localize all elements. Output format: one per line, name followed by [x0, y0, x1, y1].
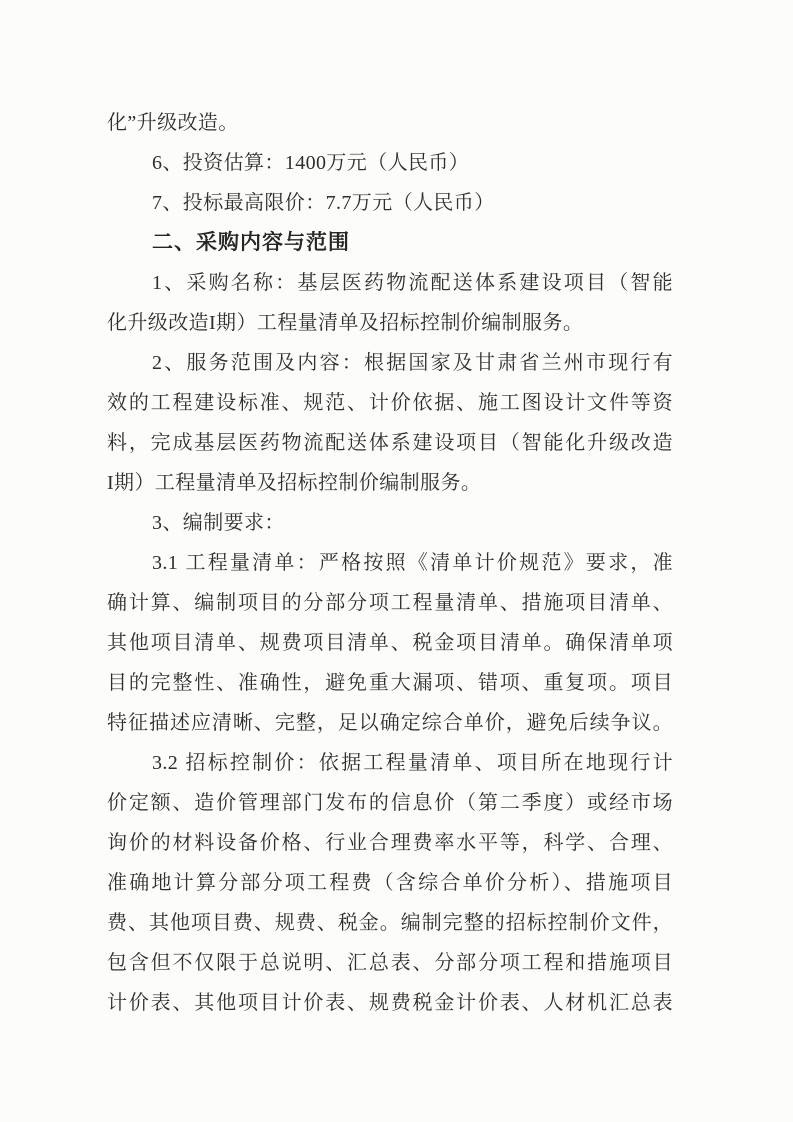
text-line: 6、投资估算：1400万元（人民币）	[152, 152, 470, 174]
document-body	[107, 103, 673, 1023]
section-heading: 二、采购内容与范围	[152, 231, 350, 254]
text-line: 3.2 招标控制价：依据工程量清单、项目所在地现行计	[152, 752, 673, 774]
text-line: 料，完成基层医药物流配送体系建设项目（智能化升级改造	[107, 432, 673, 454]
text-line: 包含但不仅限于总说明、汇总表、分部分项工程和措施项目	[107, 952, 673, 974]
text-line: 化升级改造I期）工程量清单及招标控制价编制服务。	[107, 312, 584, 334]
text-line: 3、编制要求：	[152, 512, 285, 534]
text-line: 效的工程建设标准、规范、计价依据、施工图设计文件等资	[107, 392, 673, 414]
text-line: 询价的材料设备价格、行业合理费率水平等，科学、合理、	[107, 832, 673, 854]
text-line: 目的完整性、准确性，避免重大漏项、错项、重复项。项目	[107, 672, 673, 694]
text-line: 2、服务范围及内容：根据国家及甘肃省兰州市现行有	[152, 352, 673, 374]
text-line: 其他项目清单、规费项目清单、税金项目清单。确保清单项	[107, 632, 673, 654]
text-line: 确计算、编制项目的分部分项工程量清单、措施项目清单、	[107, 592, 673, 614]
text-line: 化”升级改造。	[107, 112, 239, 134]
text-line: I期）工程量清单及招标控制价编制服务。	[107, 472, 482, 494]
text-line: 价定额、造价管理部门发布的信息价（第二季度）或经市场	[107, 792, 673, 814]
text-line: 1、采购名称：基层医药物流配送体系建设项目（智能	[152, 272, 673, 294]
text-line: 7、投标最高限价：7.7万元（人民币）	[152, 192, 495, 214]
text-line: 特征描述应清晰、完整，足以确定综合单价，避免后续争议。	[107, 712, 673, 734]
text-line: 3.1 工程量清单：严格按照《清单计价规范》要求，准	[152, 552, 673, 574]
text-line: 费、其他项目费、规费、税金。编制完整的招标控制价文件，	[107, 912, 673, 934]
text-line: 准确地计算分部分项工程费（含综合单价分析）、措施项目	[107, 872, 673, 894]
text-line: 计价表、其他项目计价表、规费税金计价表、人材机汇总表	[107, 992, 673, 1014]
